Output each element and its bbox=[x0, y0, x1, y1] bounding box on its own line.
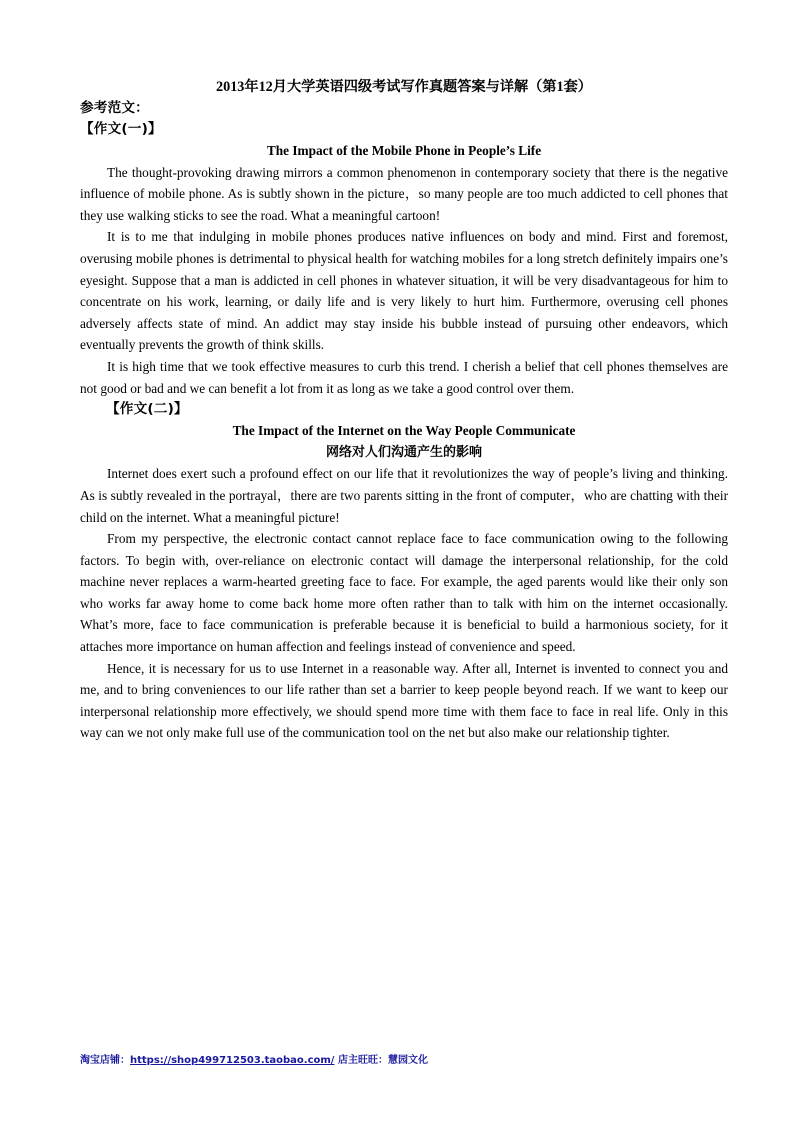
essay1-paragraph-2: It is to me that indulging in mobile phones produces native influences on body and mind. First and foremost, overusing mobile phones is detrimental to physical health for watching mobiles for a long stretch definitely impairs one’s eyesight. Suppose that a man is addicted in cell phones in whatever situation, it will be very disadvantageous for him to concentrate on his work, learning, or daily life and is very likely to hurt him. Furthermore, overusing cell phones adversely affects state of mind. An addict may stay inside his bubble instead of pursuing other endeavors, which eventually prevents the growth of think skills. bbox=[80, 229, 728, 353]
essay1-label: 【作文(一)】 bbox=[80, 121, 162, 137]
essay1-paragraph-3: It is high time that we took effective measures to curb this trend. I cherish a belief that cell phones themselves are not good or bad and we can benefit a lot from it as long as we take a good control over them. bbox=[80, 358, 728, 396]
page-footer bbox=[80, 1051, 428, 1066]
footer-shop-label: 淘宝店铺： bbox=[80, 1055, 130, 1066]
essay2-label: 【作文(二)】 bbox=[106, 401, 188, 418]
essay1-paragraph-1: The thought-provoking drawing mirrors a common phenomenon in contemporary society that there is the negative influence of mobile phone. As is subtly shown in the picture，so many people are too much addicted to cell phones that they use walking sticks to see the road. What a meaningful cartoon! bbox=[80, 164, 728, 223]
essay2-paragraph-3: Hence, it is necessary for us to use Internet in a reasonable way. After all, Internet is invented to connect you and me, and to bring conveniences to our life rather than set a barrier to keep people beyond reach. If we want to keep our interpersonal relationship more effectively, we should spend more time with them face to face in real life. Only in this way can we not only make full use of the communication tool on the net but also make our relationship tighter. bbox=[80, 660, 728, 741]
essay2-subtitle: 网络对人们沟通产生的影响 bbox=[325, 444, 482, 460]
essay2-paragraph-2: From my perspective, the electronic contact cannot replace face to face communication owing to the following factors. To begin with, over-reliance on electronic contact will damage the interpersonal relationship, for the cold machine never replaces a warm-hearted greeting face to face. For example, the aged parents would like their only son who works far away home to come back home more often rather than to talk with him on the internet occasionally. What’s more, face to face communication is preferable because it is beneficial to build a harmonious society, for it attaches more importance on human affection and feelings instead of convenience and speed. bbox=[80, 531, 728, 655]
footer-shop-link[interactable]: https://shop499712503.taobao.com/ bbox=[130, 1055, 335, 1066]
document-content bbox=[80, 76, 728, 744]
document-title: 2013年12月大学英语四级考试写作真题答案与详解（第1套） bbox=[216, 79, 592, 95]
essay2-paragraph-1: Internet does exert such a profound effect on our life that it revolutionizes the way of people’s living and thinking. As is subtly revealed in the portrayal，there are two parents sitting in the front of computer，who are chatting with their child on the internet. What a meaningful picture! bbox=[80, 466, 728, 525]
footer-owner-name: 慧园文化 bbox=[387, 1055, 428, 1066]
essay1-title: The Impact of the Mobile Phone in People’s Life bbox=[266, 143, 542, 158]
footer-owner-label: 店主旺旺： bbox=[337, 1055, 388, 1066]
essay2-title: The Impact of the Internet on the Way People Communicate bbox=[232, 423, 576, 439]
sample-label: 参考范文： bbox=[80, 100, 149, 116]
